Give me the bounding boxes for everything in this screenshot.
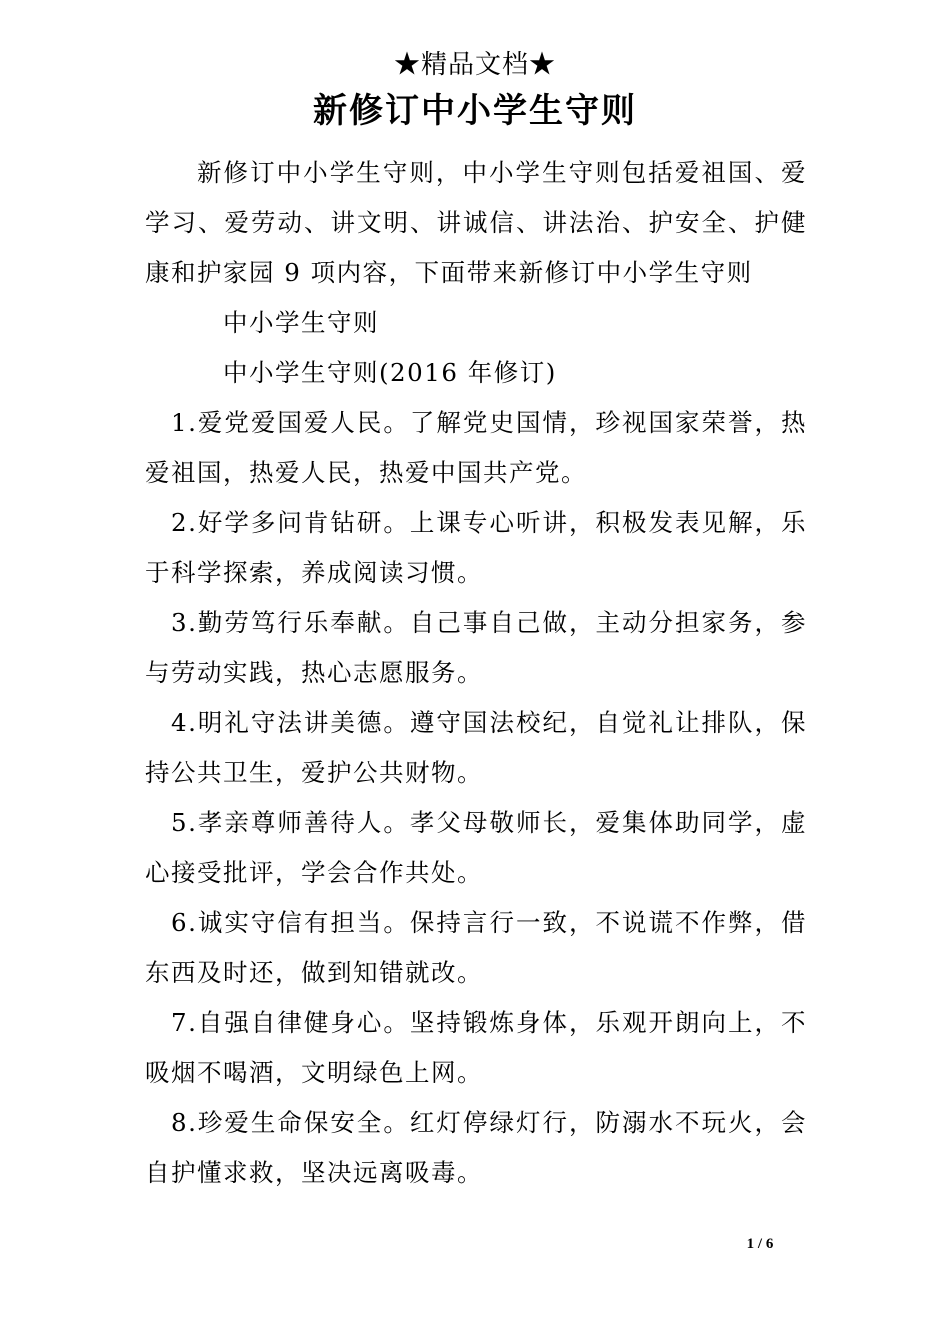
rule-item-1: 1.爱党爱国爱人民。了解党史国情，珍视国家荣誉，热爱祖国，热爱人民，热爱中国共产党。 [145, 408, 807, 487]
rule-item-3: 3.勤劳笃行乐奉献。自己事自己做，主动分担家务，参与劳动实践，热心志愿服务。 [145, 608, 807, 687]
rule-item-8: 8.珍爱生命保安全。红灯停绿灯行，防溺水不玩火，会自护懂求救，坚决远离吸毒。 [145, 1108, 807, 1187]
page-number: 1 / 6 [746, 1236, 774, 1252]
header-banner: ★精品文档★ [393, 50, 556, 80]
rule-item-7: 7.自强自律健身心。坚持锻炼身体，乐观开朗向上，不吸烟不喝酒，文明绿色上网。 [145, 1008, 807, 1087]
document-title: 新修订中小学生守则 [313, 91, 637, 131]
rule-item-2: 2.好学多问肯钻研。上课专心听讲，积极发表见解，乐于科学探索，养成阅读习惯。 [145, 508, 807, 587]
subheading-rules-revision: 中小学生守则(2016 年修订) [223, 358, 557, 387]
rule-item-5: 5.孝亲尊师善待人。孝父母敬师长，爱集体助同学，虚心接受批评，学会合作共处。 [145, 808, 807, 887]
rule-item-4: 4.明礼守法讲美德。遵守国法校纪，自觉礼让排队，保持公共卫生，爱护公共财物。 [145, 708, 807, 787]
intro-paragraph: 新修订中小学生守则，中小学生守则包括爱祖国、爱学习、爱劳动、讲文明、讲诚信、讲法治、护安全、护健康和护家园 9 项内容，下面带来新修订中小学生守则 [145, 158, 807, 287]
rule-item-6: 6.诚实守信有担当。保持言行一致，不说谎不作弊，借东西及时还，做到知错就改。 [145, 908, 807, 987]
document-body [145, 148, 807, 1198]
subheading-rules: 中小学生守则 [223, 308, 379, 337]
